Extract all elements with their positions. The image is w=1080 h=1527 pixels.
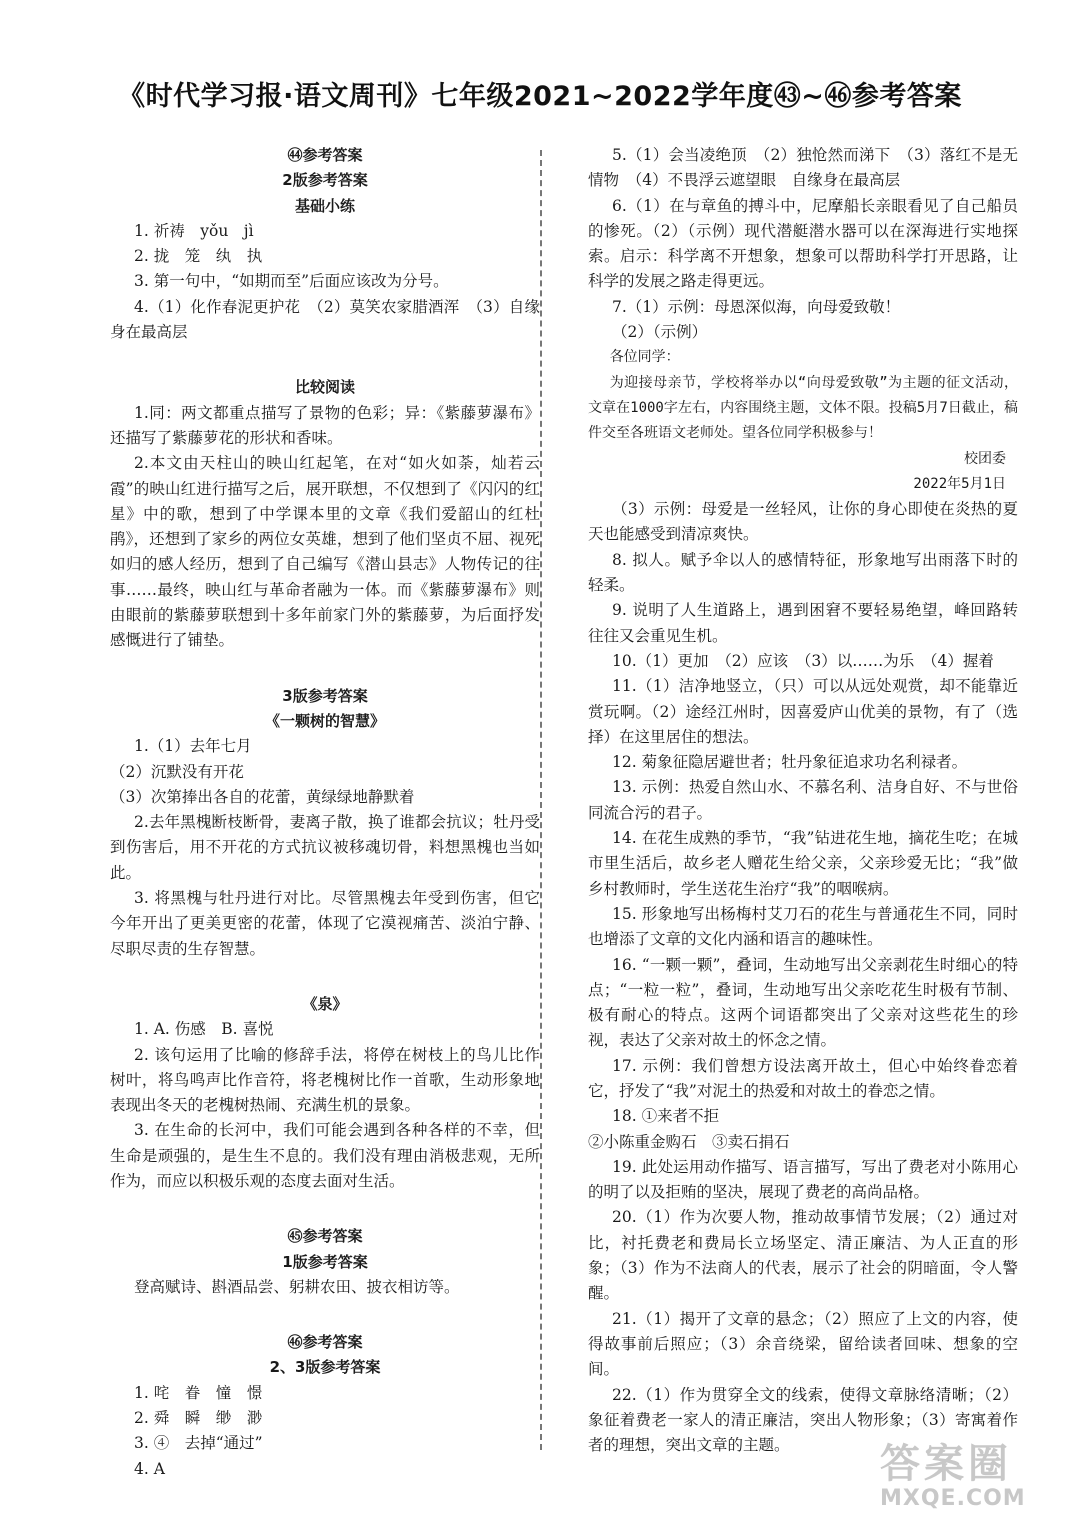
answer-item: 4. A: [134, 1459, 165, 1478]
answer-item: 15. 形象地写出杨梅村艾刀石的花生与普通花生不同，同时也增添了文章的文化内涵和语言的趣味性。: [588, 904, 1018, 949]
page-title: 《时代学习报·语文周刊》七年级2021~2022学年度㊸~㊻参考答案: [118, 81, 962, 112]
notice-date: 2022年5月1日: [913, 475, 1006, 492]
answer-item: （2）（示例）: [612, 323, 708, 342]
answer-item: 3. 将黑槐与牡丹进行对比。尽管黑槐去年受到伤害，但它今年开出了更美更密的花蕾，体现了它漠视痛苦、淡泊宁静、尽职尽责的生存智慧。: [110, 889, 540, 958]
answer-item: 3. 第一句中，“如期而至”后面应该改为分号。: [134, 272, 449, 291]
section-heading-46: ㊻参考答案: [287, 1333, 363, 1352]
answer-item: 12. 菊象征隐居避世者；牡丹象征追求功名利禄者。: [612, 753, 968, 772]
answer-item: 8. 拟人。赋予伞以人的感情特征，形象地写出雨落下时的轻柔。: [588, 550, 1018, 595]
subheading-46-v23: 2、3版参考答案: [269, 1358, 381, 1377]
answer-item: 登高赋诗、斟酒品尝、躬耕农田、披衣相访等。: [134, 1277, 460, 1296]
notice-body: 为迎接母亲节，学校将举办以“向母爱致敬”为主题的征文活动，文章在1000字左右，内容围绕主题，文体不限。投稿5月7日截止，稿件交至各班语文老师处。望各位同学积极参与！: [588, 374, 1018, 442]
answer-item: 2.本文由天柱山的映山红起笔，在对“如火如荼，灿若云霞”的映山红进行描写之后，展开联想，不仅想到了《闪闪的红星》中的歌，想到了中学课本里的文章《我们爱韶山的红杜鹃》，还想到了家乡的两位女英雄，想到了他们坚贞不屈、视死如归的感人经历，想到了自己编写《潜山县志》人物传记的往事……最终，映山红与革命者融为一体。而《紫藤萝瀑布》则由眼前的紫藤萝联想到十多年前家门外的紫藤萝，为后面抒发感慨进行了铺垫。: [110, 454, 540, 650]
answer-item: （3）示例：母爱是一丝轻风，让你的身心即使在炎热的夏天也能感受到清凉爽快。: [588, 500, 1018, 544]
answer-item: 17. 示例：我们曾想方设法离开故土，但心中始终眷恋着它，抒发了“我”对泥土的热爱和对故土的眷恋之情。: [588, 1056, 1018, 1100]
subheading-quan: 《泉》: [302, 994, 348, 1013]
answer-item: 1. A. 伤感 B. 喜悦: [134, 1020, 274, 1039]
watermark-logo: [880, 1442, 1070, 1522]
notice-signature: 校团委: [964, 450, 1006, 467]
column-divider: [540, 150, 542, 1450]
notice-greeting: 各位同学：: [609, 349, 680, 366]
answer-item: 16. “一颗一颗”，叠词，生动地写出父亲剥花生时细心的特点；“一粒一粒”，叠词，生动地写出父亲吃花生时极有节制、极有耐心的特点。这两个词语都突出了父亲对这些花生的珍视，表达了父亲对故土的怀念之情。: [588, 955, 1018, 1050]
answer-item: 10.（1）更加 （2）应该 （3）以……为乐 （4）握着: [612, 651, 994, 670]
subheading-jichu: 基础小练: [294, 196, 355, 215]
answer-item: 11.（1）洁净地竖立，（只）可以从远处观赏，却不能靠近赏玩啊。（2）途经江州时，因喜爱庐山优美的景物，有了（选择）在这里居住的想法。: [588, 677, 1018, 746]
answer-item: ②小陈重金购石 ③卖石捐石: [588, 1132, 790, 1151]
answer-item: 7.（1）示例：母恩深似海，向母爱致敬！: [612, 297, 901, 316]
answer-item: 21.（1）揭开了文章的悬念；（2）照应了上文的内容，使得故事前后照应；（3）余音绕梁，留给读者回味、想象的空间。: [588, 1309, 1018, 1379]
answer-item: 19. 此处运用动作描写、语言描写，写出了费老对小陈用心的明了以及拒贿的坚决，展现了费老的高尚品格。: [588, 1157, 1018, 1202]
answer-item: 13. 示例：热爱自然山水、不慕名利、洁身自好、不与世俗同流合污的君子。: [588, 778, 1018, 822]
answer-item: 4.（1）化作春泥更护花 （2）莫笑农家腊酒浑 （3）自缘身在最高层: [110, 297, 540, 342]
answer-item: 5.（1）会当凌绝顶 （2）独怆然而涕下 （3）落红不是无情物 （4）不畏浮云遮望眼 自缘身在最高层: [588, 146, 1018, 190]
watermark-text: 答案圈: [880, 1441, 1012, 1487]
subheading-44-v2: 2版参考答案: [282, 171, 368, 190]
section-heading-45: ㊺参考答案: [287, 1227, 363, 1246]
answer-item: 3. ④ 去掉“通过”: [134, 1434, 263, 1453]
subheading-45-v1: 1版参考答案: [282, 1252, 368, 1271]
answer-item: 1. 咤 眷 憧 憬: [134, 1383, 263, 1402]
subheading-tree: 《一颗树的智慧》: [264, 711, 385, 730]
answer-item: （3）次第捧出各自的花蕾，黄绿绿地静默着: [110, 787, 415, 806]
answer-item: 1.（1）去年七月: [134, 737, 252, 756]
watermark-url: MXQE.COM: [880, 1486, 1026, 1511]
answer-item: 1.同：两文都重点描写了景物的色彩；异：《紫藤萝瀑布》还描写了紫藤萝花的形状和香味。: [110, 403, 540, 447]
subheading-bijiao: 比较阅读: [294, 378, 355, 397]
answer-item: 9. 说明了人生道路上，遇到困窘不要轻易绝望，峰回路转往往又会重见生机。: [588, 601, 1018, 645]
left-column: [110, 143, 540, 1482]
answer-item: 1. 祈祷 yǒu jì: [134, 221, 254, 240]
answer-item: 20.（1）作为次要人物，推动故事情节发展；（2）通过对比，衬托费老和费局长立场坚定、清正廉洁、为人正直的形象；（3）作为不法商人的代表，展示了社会的阴暗面，令人警醒。: [588, 1208, 1018, 1303]
answer-item: 2. 拢 笼 纨 执: [134, 247, 263, 266]
answer-item: 14. 在花生成熟的季节，“我”钻进花生地，摘花生吃；在城市里生活后，故乡老人赠花生给父亲，父亲珍爱无比；“我”做乡村教师时，学生送花生治疗“我”的咽喉病。: [588, 829, 1018, 898]
answer-item: 2. 舜 瞬 缈 渺: [134, 1409, 263, 1428]
answer-item: 3. 在生命的长河中，我们可能会遇到各种各样的不幸，但生命是顽强的，是生生不息的。我们没有理由消极悲观，无所作为，而应以积极乐观的态度去面对生活。: [110, 1121, 540, 1190]
subheading-3v: 3版参考答案: [282, 686, 368, 705]
answer-item: 18. ①来者不拒: [612, 1107, 720, 1126]
answer-item: 6.（1）在与章鱼的搏斗中，尼摩船长亲眼看见了自己船员的惨死。（2）（示例）现代潜艇潜水器可以在深海进行实地探索。启示：科学离不开想象，想象可以帮助科学打开思路，让科学的发展之路走得更远。: [588, 196, 1018, 291]
answer-item: （2）沉默没有开花: [110, 762, 244, 781]
section-heading-44: ㊹参考答案: [287, 146, 363, 164]
right-column: [588, 143, 1018, 1458]
answer-item: 22.（1）作为贯穿全文的线索，使得文章脉络清晰；（2）象征着费老一家人的清正廉洁，突出人物形象；（3）寄寓着作者的理想，突出文章的主题。: [588, 1385, 1018, 1455]
answer-item: 2.去年黑槐断枝断骨，妻离子散，换了谁都会抗议；牡丹受到伤害后，用不开花的方式抗议被移魂切骨，料想黑槐也当如此。: [110, 813, 540, 882]
answer-item: 2. 该句运用了比喻的修辞手法，将停在树枝上的鸟儿比作树叶，将鸟鸣声比作音符，将老槐树比作一首歌，生动形象地表现出冬天的老槐树热闹、充满生机的景象。: [110, 1045, 540, 1115]
